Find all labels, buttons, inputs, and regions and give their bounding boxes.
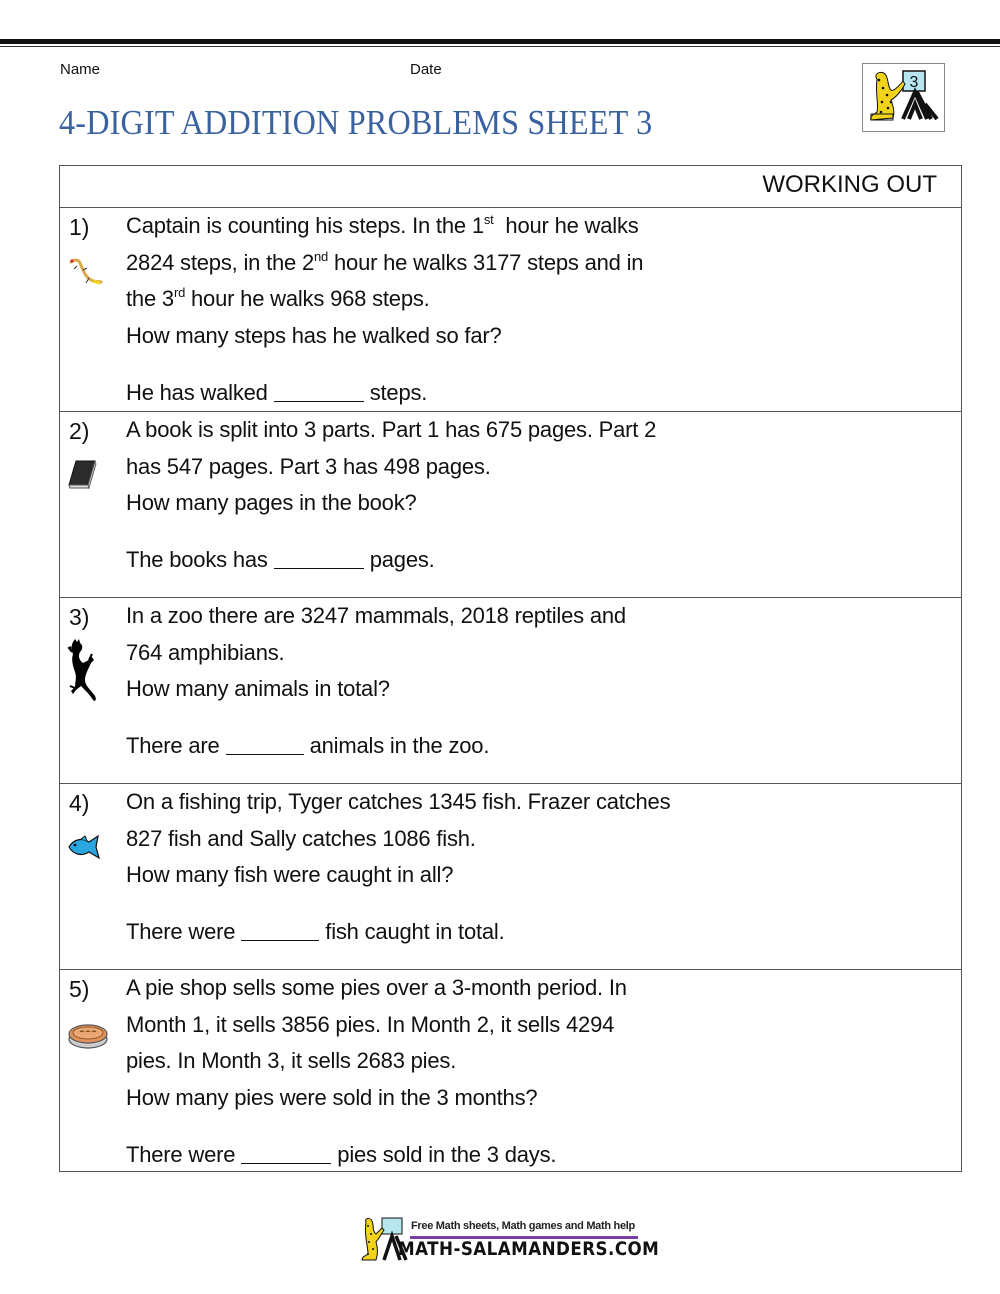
- answer-blank[interactable]: [241, 1143, 331, 1164]
- problem-text: [126, 598, 766, 765]
- problem-line: 764 amphibians.: [126, 639, 285, 665]
- footer-tagline: Free Math sheets, Math games and Math help: [411, 1220, 635, 1232]
- problem-line: A pie shop sells some pies over a 3-month period. In: [126, 975, 627, 1000]
- answer-sentence: There are animals in the zoo.: [126, 733, 490, 759]
- problem-number: 2): [69, 418, 90, 444]
- fish-icon: [67, 834, 103, 865]
- footer-site-link[interactable]: MATH-SALAMANDERS.COM: [398, 1238, 660, 1260]
- problem-text: [126, 412, 766, 579]
- problem-line: 2824 steps, in the 2nd hour he walks 3177 steps and in: [126, 248, 644, 275]
- answer-sentence: There were pies sold in the 3 days.: [126, 1141, 557, 1167]
- problem-text: [126, 784, 766, 951]
- book-icon: [67, 458, 99, 495]
- top-border-thin: [0, 46, 1000, 47]
- problem-line: has 547 pages. Part 3 has 498 pages.: [126, 453, 491, 479]
- problems-table: [59, 165, 962, 1172]
- problem-line: In a zoo there are 3247 mammals, 2018 reptiles and: [126, 603, 626, 628]
- sheet-logo: [862, 63, 945, 132]
- name-label: Name: [60, 61, 101, 78]
- logo-sheet-number: 3: [909, 74, 919, 91]
- problem-line: Captain is counting his steps. In the 1st hour he walks: [126, 212, 639, 238]
- problem-number: 5): [69, 976, 90, 1002]
- problem-4: [60, 784, 961, 970]
- answer-sentence: The books has pages.: [126, 547, 435, 573]
- lizard-icon: [67, 638, 103, 709]
- answer-blank[interactable]: [274, 548, 364, 569]
- problem-number: 1): [69, 214, 90, 240]
- problem-5: [60, 970, 961, 1172]
- problem-2: [60, 412, 961, 598]
- problem-1: [60, 208, 961, 412]
- problem-question: How many pages in the book?: [126, 490, 417, 516]
- salamander-walking-icon: [67, 256, 103, 291]
- problem-line: Month 1, it sells 3856 pies. In Month 2, it sells 4294: [126, 1011, 615, 1037]
- problem-number: 3): [69, 604, 90, 630]
- answer-blank[interactable]: [274, 381, 364, 402]
- problem-question: How many pies were sold in the 3 months?: [126, 1085, 538, 1111]
- problem-number: 4): [69, 790, 90, 816]
- problem-question: How many animals in total?: [126, 676, 390, 702]
- footer-logo[interactable]: [358, 1216, 660, 1264]
- salamander-easel-icon: [863, 64, 944, 131]
- problem-text: [126, 970, 766, 1174]
- top-border-thick: [0, 39, 1000, 44]
- problem-question: How many fish were caught in all?: [126, 862, 454, 888]
- problem-line: the 3rd hour he walks 968 steps.: [126, 285, 430, 312]
- date-label: Date: [410, 61, 442, 78]
- table-header: [60, 166, 961, 208]
- problem-3: [60, 598, 961, 784]
- answer-blank[interactable]: [241, 920, 319, 941]
- problem-question: How many steps has he walked so far?: [126, 323, 502, 349]
- problem-line: 827 fish and Sally catches 1086 fish.: [126, 825, 476, 851]
- answer-sentence: He has walked steps.: [126, 379, 428, 405]
- answer-blank[interactable]: [226, 734, 304, 755]
- problem-line: On a fishing trip, Tyger catches 1345 fish. Frazer catches: [126, 789, 671, 814]
- page-title: 4-DIGIT ADDITION PROBLEMS SHEET 3: [59, 103, 653, 142]
- pie-icon: [67, 1022, 109, 1057]
- problem-text: [126, 208, 766, 412]
- problem-line: A book is split into 3 parts. Part 1 has 675 pages. Part 2: [126, 417, 657, 442]
- answer-sentence: There were fish caught in total.: [126, 919, 505, 945]
- working-out-header: WORKING OUT: [762, 171, 937, 198]
- problem-line: pies. In Month 3, it sells 2683 pies.: [126, 1048, 457, 1074]
